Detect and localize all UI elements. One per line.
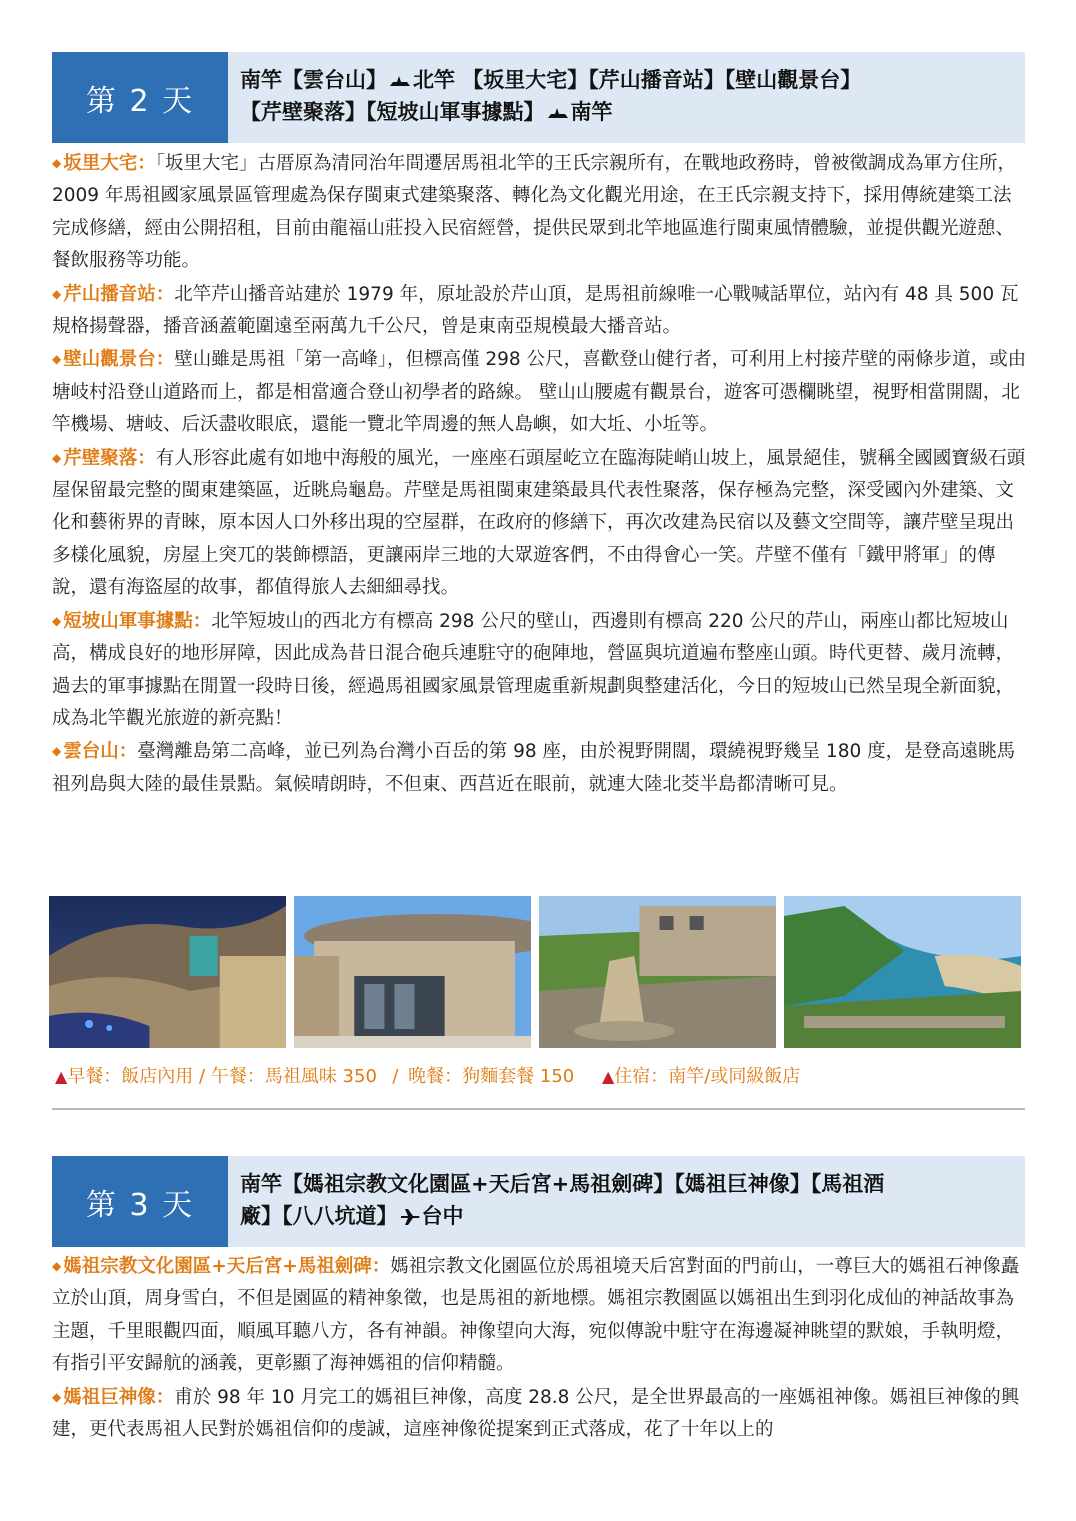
- diamond-bullet-icon: ◆: [52, 613, 62, 628]
- diamond-bullet-icon: ◆: [52, 744, 62, 759]
- attraction-text: 媽祖宗教文化園區位於馬祖境天后宮對面的門前山，一尊巨大的媽祖石神像矗立於山頂，周身雪白，不但是園區的精神象徵，也是馬祖的新地標。媽祖宗教園區以媽祖出生到羽化成仙的神話故事為主題，千里眼觀四面，順風耳聽八方，各有神韻。神像望向大海，宛似傳說中駐守在海邊凝神眺望的默娘，手執明燈，有指引平安歸航的涵義，更彰顯了海神媽祖的信仰精髓。: [52, 1256, 1020, 1375]
- day2-route: [228, 52, 1025, 143]
- day3-route-line1: 南竿【媽祖宗教文化園區+天后宮+馬祖劍碑】【媽祖巨神像】【馬祖酒: [240, 1172, 885, 1196]
- attraction-paragraph: [52, 1250, 1028, 1381]
- day3-route: [228, 1156, 1025, 1247]
- day2-label: 第 2 天: [52, 52, 228, 143]
- attraction-title: 芹山播音站：: [63, 283, 175, 305]
- photo-qinbi-stone: [539, 896, 776, 1048]
- day2-route-text: 【芹壁聚落】【短坡山軍事據點】: [240, 100, 545, 124]
- day2-route-text: 南竿: [570, 100, 613, 124]
- diamond-bullet-icon: ◆: [52, 352, 62, 367]
- day2-route-line2: [240, 96, 1013, 128]
- triangle-marker-icon: ▲: [55, 1067, 68, 1086]
- meal-separator: /: [193, 1066, 211, 1087]
- section-divider: [52, 1108, 1025, 1110]
- diamond-bullet-icon: ◆: [52, 1389, 62, 1404]
- attraction-text: 甫於 98 年 10 月完工的媽祖巨神像，高度 28.8 公尺，是全世界最高的一座媽祖神像。媽祖巨神像的興建，更代表馬祖人民對於媽祖信仰的虔誠，這座神像從提案到正式落成，花了十年以上的: [52, 1386, 1020, 1441]
- day3-route-line2: [240, 1200, 1013, 1232]
- attraction-paragraph: [52, 1381, 1028, 1447]
- attraction-paragraph: [52, 343, 1028, 441]
- day3-route-text: 台中: [421, 1204, 464, 1228]
- diamond-bullet-icon: ◆: [52, 450, 62, 465]
- day2-meals: [55, 1062, 800, 1088]
- ship-icon: [547, 106, 569, 120]
- meal-lodging: 住宿：南竿/或同級飯店: [614, 1066, 801, 1087]
- attraction-text: 壁山雖是馬祖「第一高峰」，但標高僅 298 公尺，喜歡登山健行者，可利用上村接芹壁的兩條步道，或由塘岐村沿登山道路而上，都是相當適合登山初學者的路線。 壁山山腰處有觀景台，遊客可憑欄眺望，視野相當開闊，北竿機場、塘岐、后沃盡收眼底，還能一覽北竿周邊的無人島嶼，如大坵、小坵等。: [52, 349, 1027, 436]
- attraction-title: 短坡山軍事據點：: [63, 610, 212, 632]
- attraction-text: 有人形容此處有如地中海般的風光，一座座石頭屋屹立在臨海陡峭山坡上，風景絕佳，號稱全國國寶級石頭屋保留最完整的閩東建築區，近眺烏龜島。芹壁是馬祖閩東建築最具代表性聚落，保存極為完整，深受國內外建築、文化和藝術界的青睞，原本因人口外移出現的空屋群，在政府的修繕下，再次改建為民宿以及藝文空間等，讓芹壁呈現出多樣化風貌，房屋上突兀的裝飾標語，更讓兩岸三地的大眾遊客們，不由得會心一笑。芹壁不僅有「鐵甲將軍」的傳說，還有海盜屋的故事，都值得旅人去細細尋找。: [52, 447, 1026, 599]
- attraction-paragraph: [52, 735, 1028, 801]
- attraction-paragraph: [52, 147, 1028, 278]
- airplane-icon: [400, 1208, 420, 1226]
- photo-night-coast: [49, 896, 286, 1048]
- photo-bay-view: [784, 896, 1021, 1048]
- day3-route-text: 廠】【八八坑道】: [240, 1204, 398, 1228]
- diamond-bullet-icon: ◆: [52, 156, 62, 170]
- attraction-title: 壁山觀景台：: [63, 349, 175, 371]
- attraction-paragraph: [52, 442, 1028, 605]
- day2-route-text: 南竿【雲台山】: [240, 68, 387, 92]
- attraction-paragraph: [52, 278, 1028, 344]
- diamond-bullet-icon: ◆: [52, 286, 62, 301]
- attraction-title: 坂里大宅：: [63, 153, 156, 174]
- meal-separator: /: [380, 1066, 405, 1087]
- attraction-title: 媽祖宗教文化園區+天后宮+馬祖劍碑：: [63, 1256, 391, 1277]
- photo-broadcast-station: [294, 896, 531, 1048]
- day2-route-line1: [240, 64, 1013, 96]
- attraction-title: 雲台山：: [63, 741, 138, 763]
- attraction-text: 北竿短坡山的西北方有標高 298 公尺的壁山，西邊則有標高 220 公尺的芹山，兩座山都比短坡山高，構成良好的地形屏障，因此成為昔日混合砲兵連駐守的砲陣地，營區與坑道遍布整座山頭。時代更替、歲月流轉，過去的軍事據點在閒置一段時日後，經過馬祖國家風景管理處重新規劃與整建活化，今日的短坡山已然呈現全新面貌，成為北竿觀光旅遊的新亮點！: [52, 610, 1015, 729]
- attraction-text: 「坂里大宅」古厝原為清同治年間遷居馬祖北竿的王氏宗親所有，在戰地政務時，曾被徵調成為軍方住所，2009 年馬祖國家風景區管理處為保存閩東式建築聚落、轉化為文化觀光用途，在王氏宗親支持下，採用傳統建築工法完成修繕，經由公開招租，目前由龍福山莊投入民宿經營，提供民眾到北竿地區進行閩東風情體驗，並提供觀光遊憩、餐飲服務等功能。: [52, 153, 1017, 272]
- attraction-paragraph: [52, 605, 1028, 736]
- attraction-text: 北竿芹山播音站建於 1979 年，原址設於芹山頂，是馬祖前線唯一心戰喊話單位，站內有 48 具 500 瓦規格揚聲器，播音涵蓋範圍遠至兩萬九千公尺，曾是東南亞規模最大播音站。: [52, 283, 1019, 338]
- day3-label: 第 3 天: [52, 1156, 228, 1247]
- day2-route-text: 北竿 【坂里大宅】【芹山播音站】【壁山觀景台】: [413, 68, 862, 92]
- photo-strip: [49, 896, 1021, 1048]
- attraction-title: 芹壁聚落：: [63, 447, 156, 469]
- meal-breakfast: 早餐：飯店內用: [67, 1066, 194, 1087]
- day2-header: [52, 52, 1025, 143]
- ship-icon: [389, 74, 411, 88]
- attraction-text: 臺灣離島第二高峰，並已列為台灣小百岳的第 98 座，由於視野開闊，環繞視野幾呈 180 度，是登高遠眺馬祖列島與大陸的最佳景點。氣候晴朗時，不但東、西莒近在眼前，就連大陸北茭半島都清晰可見。: [52, 741, 1016, 795]
- day3-description: [52, 1250, 1028, 1446]
- attraction-title: 媽祖巨神像：: [63, 1386, 175, 1408]
- diamond-bullet-icon: ◆: [52, 1259, 62, 1273]
- meal-dinner: 晚餐：狗麵套餐 150: [408, 1066, 575, 1087]
- day3-header: [52, 1156, 1025, 1247]
- meal-lunch: 午餐：馬祖風味 350: [210, 1066, 377, 1087]
- triangle-marker-icon: ▲: [601, 1067, 615, 1086]
- day2-description: [52, 147, 1028, 801]
